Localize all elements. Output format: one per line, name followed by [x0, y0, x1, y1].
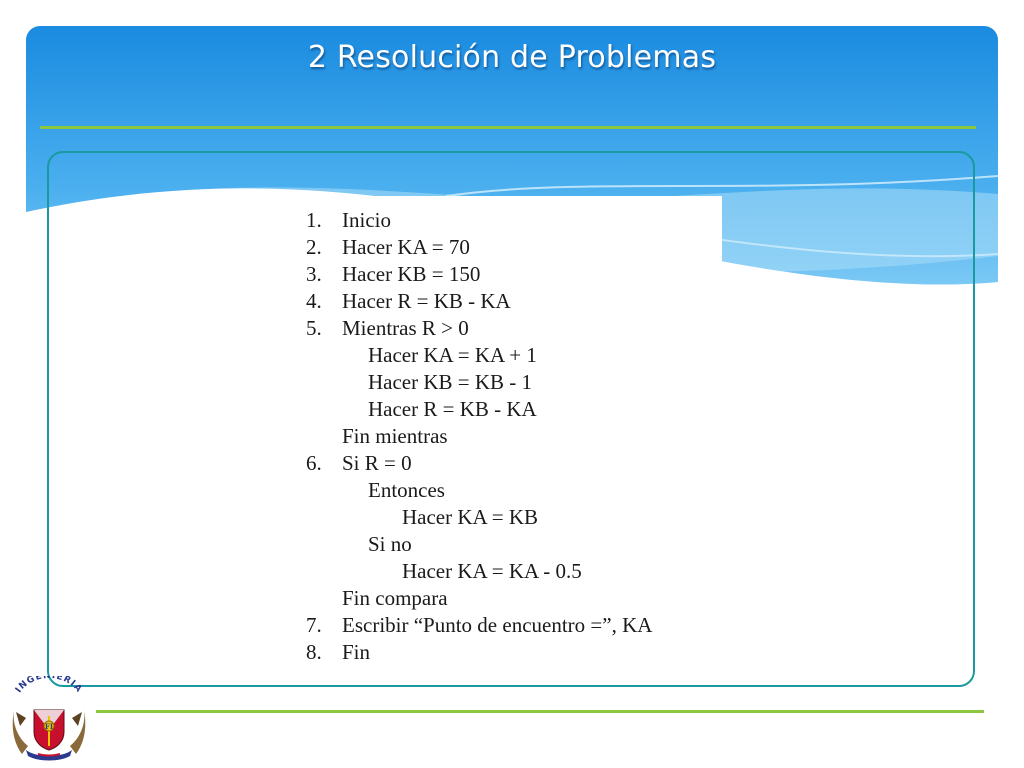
step-number: 5. [306, 316, 322, 340]
svg-text:FI: FI [44, 722, 54, 731]
algorithm-list [306, 207, 652, 666]
step-text: Si R = 0 [342, 451, 412, 475]
step-number: 7. [306, 613, 322, 637]
logo-text: INGENIERIA [13, 676, 84, 695]
step-text: Hacer R = KB - KA [342, 289, 511, 313]
step-text: Escribir “Punto de encuentro =”, KA [342, 613, 653, 637]
step-number: 4. [306, 289, 322, 313]
step-text: Hacer KA = KA - 0.5 [402, 559, 582, 583]
algorithm-substep [306, 531, 652, 558]
svg-text:INGENIERIA [14, 676, 84, 695]
step-text: Entonces [368, 478, 445, 502]
step-text: Hacer KA = KB [402, 505, 539, 529]
step-text: Fin compara [342, 586, 448, 610]
algorithm-step [306, 207, 652, 234]
algorithm-step [306, 288, 652, 315]
algorithm-substep [306, 504, 652, 531]
algorithm-step [306, 612, 652, 639]
algorithm-step [306, 234, 652, 261]
algorithm-substep [306, 477, 652, 504]
step-text: Hacer KA = KA + 1 [368, 343, 537, 367]
algorithm-substep [306, 558, 652, 585]
algorithm-substep [306, 396, 652, 423]
step-number: 1. [306, 208, 322, 232]
algorithm-substep [306, 342, 652, 369]
slide-title: 2 Resolución de Problemas [307, 40, 717, 75]
algorithm-substep [306, 585, 652, 612]
step-number: 6. [306, 451, 322, 475]
algorithm-substep [306, 423, 652, 450]
step-text: Inicio [342, 208, 391, 232]
step-text: Hacer KA = 70 [342, 235, 470, 259]
step-number: 3. [306, 262, 322, 286]
step-text: Hacer R = KB - KA [368, 397, 537, 421]
algorithm-step [306, 261, 652, 288]
step-text: Fin [342, 640, 371, 664]
step-text: Mientras R > 0 [342, 316, 469, 340]
step-text: Hacer KB = KB - 1 [368, 370, 533, 394]
step-text: Hacer KB = 150 [342, 262, 481, 286]
title-underline [40, 126, 976, 129]
algorithm-step [306, 450, 652, 477]
algorithm-step [306, 639, 652, 666]
step-text: Fin mientras [342, 424, 448, 448]
algorithm-step [306, 315, 652, 342]
step-number: 8. [306, 640, 322, 664]
algorithm-substep [306, 369, 652, 396]
step-number: 2. [306, 235, 322, 259]
step-text: Si no [368, 532, 412, 556]
unam-engineering-crest-icon [8, 676, 90, 762]
footer-rule [96, 710, 984, 713]
